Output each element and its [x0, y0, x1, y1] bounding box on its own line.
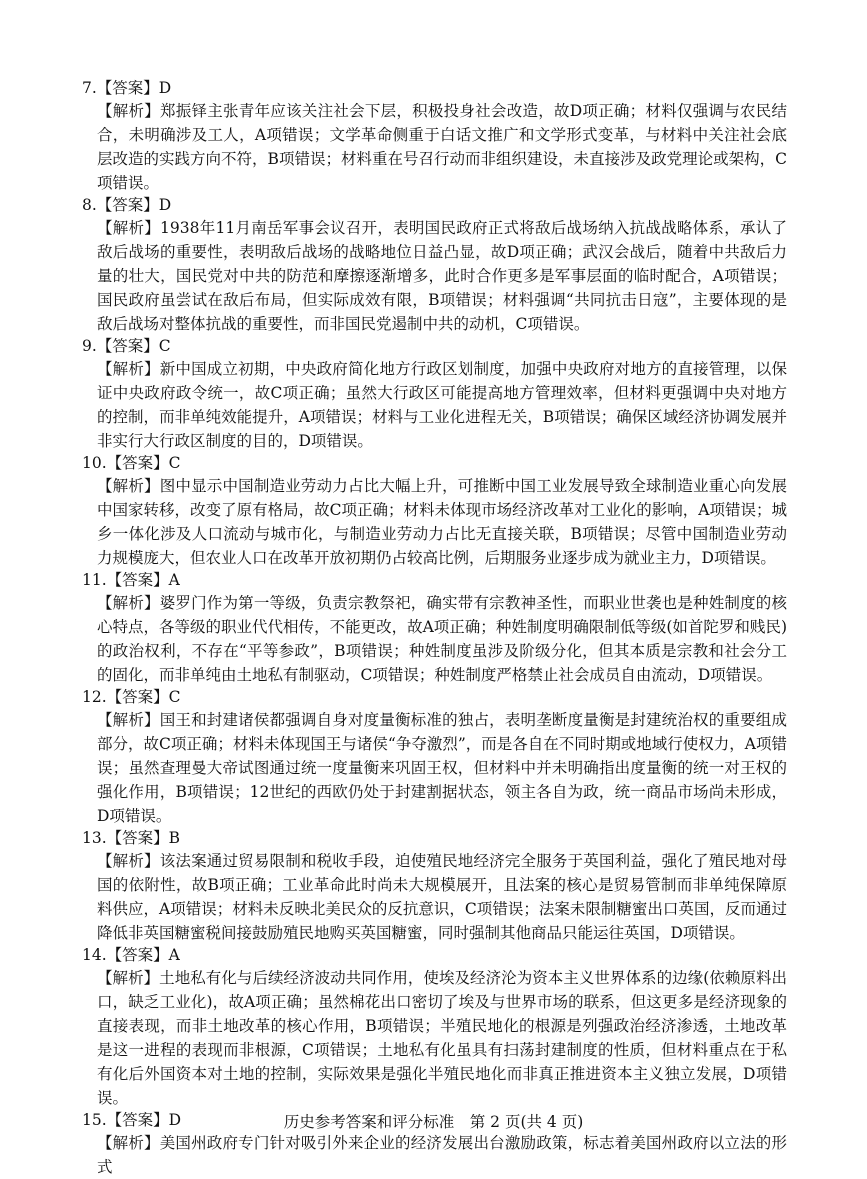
explanation-text: 【解析】该法案通过贸易限制和税收手段，迫使殖民地经济完全服务于英国利益，强化了殖民地对母国的依附性，故B项正确；工业革命此时尚未大规模展开，且法案的核心是贸易管制而非单纯保障原料供应，A项错误；材料未反映北美民众的反抗意识，C项错误；法案未限制糖蜜出口英国，反而通过降低非英国糖蜜税间接鼓励殖民地购买英国糖蜜，同时强制其他商品只能运往英国，D项错误。 — [97, 852, 787, 942]
answer-line: 8.【答案】D — [82, 196, 172, 214]
answer-line: 10.【答案】C — [82, 454, 181, 472]
answer-line: 7.【答案】D — [82, 79, 172, 97]
explanation-text: 【解析】图中显示中国制造业劳动力占比大幅上升，可推断中国工业发展导致全球制造业重心向发展中国家转移，改变了原有格局，故C项正确；材料未体现市场经济改革对工业化的影响，A项错误；城乡一体化涉及人口流动与城市化，与制造业劳动力占比无直接关联，B项错误；尽管中国制造业劳动力规模庞大，但农业人口在改革开放初期仍占较高比例，后期服务业逐步成为就业主力，D项错误。 — [97, 477, 787, 567]
question-9 — [82, 336, 787, 453]
explanation-text: 【解析】美国州政府专门针对吸引外来企业的经济发展出台激励政策，标志着美国州政府以立法的形式 — [97, 1134, 787, 1176]
explanation-text: 【解析】郑振铎主张青年应该关注社会下层，积极投身社会改造，故D项正确；材料仅强调与农民结合，未明确涉及工人，A项错误；文学革命侧重于白话文推广和文学形式变革，与材料中关注社会底层改造的实践方向不符，B项错误；材料重在号召行动而非组织建设，未直接涉及政党理论或架构，C项错误。 — [97, 102, 787, 192]
question-12 — [82, 687, 787, 828]
answer-line: 14.【答案】A — [82, 946, 180, 964]
answer-line: 12.【答案】C — [82, 688, 181, 706]
answer-line: 9.【答案】C — [82, 337, 171, 355]
answer-line: 11.【答案】A — [82, 571, 180, 589]
explanation-text: 【解析】1938年11月南岳军事会议召开，表明国民政府正式将敌后战场纳入抗战战略体系，承认了敌后战场的重要性，表明敌后战场的战略地位日益凸显，故D项正确；武汉会战后，随着中共敌后力量的壮大，国民党对中共的防范和摩擦逐渐增多，此时合作更多是军事层面的临时配合，A项错误；国民政府虽尝试在敌后布局，但实际成效有限，B项错误；材料强调“共同抗击日寇”，主要体现的是敌后战场对整体抗战的重要性，而非国民党遏制中共的动机，C项错误。 — [97, 219, 787, 333]
question-8 — [82, 195, 787, 336]
explanation-text: 【解析】婆罗门作为第一等级，负责宗教祭祀，确实带有宗教神圣性，而职业世袭也是种姓制度的核心特点，各等级的职业代代相传，不能更改，故A项正确；种姓制度明确限制低等级(如首陀罗和贱民)的政治权利，不存在“平等参政”，B项错误；种姓制度虽涉及阶级分化，但其本质是宗教和社会分工的固化，而非单纯由土地私有制驱动，C项错误；种姓制度严格禁止社会成员自由流动，D项错误。 — [97, 594, 787, 684]
explanation-text: 【解析】土地私有化与后续经济波动共同作用，使埃及经济沦为资本主义世界体系的边缘(依赖原料出口，缺乏工业化)，故A项正确；虽然棉花出口密切了埃及与世界市场的联系，但这更多是经济现象的直接表现，而非土地改革的核心作用，B项错误；半殖民地化的根源是列强政治经济渗透，土地改革是这一进程的表现而非根源，C项错误；土地私有化虽具有扫荡封建制度的性质，但材料重点在于私有化后外国资本对土地的控制，实际效果是强化半殖民地化而非真正推进资本主义独立发展，D项错误。 — [97, 969, 787, 1107]
answer-line: 13.【答案】B — [82, 829, 181, 847]
question-7 — [82, 78, 787, 195]
question-10 — [82, 453, 787, 570]
page-footer: 历史参考答案和评分标准 第 2 页(共 4 页) — [283, 1113, 584, 1131]
answer-line: 15.【答案】D — [82, 1111, 182, 1129]
explanation-text: 【解析】国王和封建诸侯都强调自身对度量衡标准的独占，表明垄断度量衡是封建统治权的重要组成部分，故C项正确；材料未体现国王与诸侯“争夺激烈”，而是各自在不同时期或地域行使权力，A项错误；虽然查理曼大帝试图通过统一度量衡来巩固王权，但材料中并未明确指出度量衡的统一对王权的强化作用，B项错误；12世纪的西欧仍处于封建割据状态，领主各自为政，统一商品市场尚未形成，D项错误。 — [97, 711, 787, 825]
question-11 — [82, 570, 787, 687]
explanation-text: 【解析】新中国成立初期，中央政府简化地方行政区划制度，加强中央政府对地方的直接管理，以保证中央政府政令统一，故C项正确；虽然大行政区可能提高地方管理效率，但材料更强调中央对地方的控制，而非单纯效能提升，A项错误；材料与工业化进程无关，B项错误；确保区域经济协调发展并非实行大行政区制度的目的，D项错误。 — [97, 360, 787, 450]
question-14 — [82, 945, 787, 1110]
question-13 — [82, 828, 787, 945]
